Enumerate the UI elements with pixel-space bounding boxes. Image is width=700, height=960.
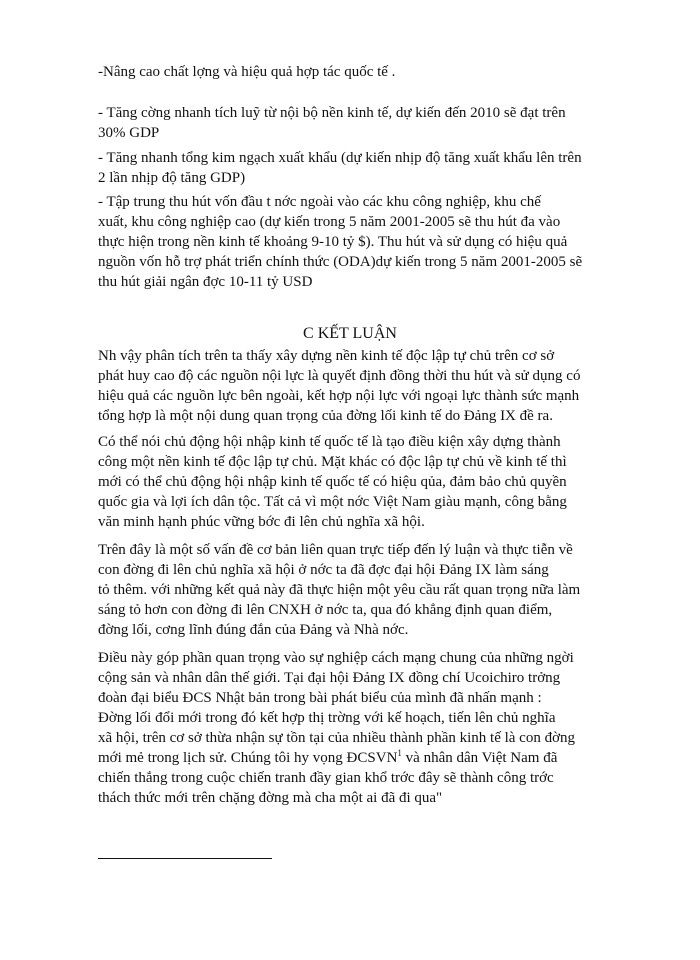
text-line: thực hiện trong nền kinh tế khoảng 9-10 tỷ $). Thu hút và sử dụng có hiệu quả [98, 234, 568, 250]
bullet-investment [98, 192, 618, 292]
text-line: xuất, khu công nghiệp cao (dự kiến trong 5 năm 2001-2005 sẽ thu hút đa vào [98, 214, 561, 230]
text-line: văn minh hạnh phúc vững bớc đi lên chủ nghĩa xã hội. [98, 514, 425, 530]
text-line: đờng lối, cơng lĩnh đúng đắn của Đảng và Nhà nớc. [98, 622, 409, 638]
text-line: thu hút giải ngân đợc 10-11 tỷ USD [98, 274, 313, 290]
conclusion-paragraph-4 [98, 648, 618, 808]
text-line: -Nâng cao chất lợng và hiệu quả hợp tác quốc tế . [98, 64, 396, 80]
text-line: quốc gia và lợi ích dân tộc. Tất cả vì một nớc Việt Nam giàu mạnh, công bằng [98, 494, 567, 510]
text-line: đoàn đại biểu ĐCS Nhật bản trong bài phát biểu của mình đã nhấn mạnh : [98, 690, 542, 706]
text-line: xã hội, trên cơ sở thừa nhận sự tồn tại của nhiều thành phần kinh tế là con đờng [98, 730, 576, 746]
text-line: nguồn vốn hỗ trợ phát triển chính thức (ODA)dự kiến trong 5 năm 2001-2005 sẽ [98, 254, 583, 270]
text-line: con đờng đi lên chủ nghĩa xã hội ở nớc ta đã đợc đại hội Đảng IX làm sáng [98, 562, 549, 578]
text-line: Đờng lối đổi mới trong đó kết hợp thị trờng với kế hoạch, tiến lên chủ nghĩa [98, 710, 556, 726]
conclusion-paragraph-1 [98, 346, 618, 426]
conclusion-paragraph-2 [98, 432, 618, 532]
text-line: Có thể nói chủ động hội nhập kinh tế quốc tế là tạo điều kiện xây dựng thành [98, 434, 561, 450]
section-heading: C KẾT LUẬN [303, 325, 397, 342]
text-line: sáng tỏ hơn con đờng đi lên CNXH ở nớc ta, qua đó khẳng định quan điểm, [98, 602, 553, 618]
text-line: thách thức mới trên chặng đờng mà cha một ai đã đi qua" [98, 790, 443, 806]
bullet-exports [98, 148, 618, 188]
bullet-accumulation [98, 103, 618, 143]
conclusion-paragraph-3 [98, 540, 618, 640]
text-line: - Tăng cờng nhanh tích luỹ từ nội bộ nền kinh tế, dự kiến đến 2010 sẽ đạt trên [98, 105, 566, 121]
text-line: Trên đây là một số vấn đề cơ bản liên quan trực tiếp đến lý luận và thực tiễn về [98, 542, 573, 558]
text-line: chiến thắng trong cuộc chiến tranh đầy gian khổ trớc đây sẽ thành công trớc [98, 770, 554, 786]
text-line: hiệu quả các nguồn lực bên ngoài, kết hợp nội lực với ngoại lực thành sức mạnh [98, 388, 580, 404]
text-line: Điều này góp phần quan trọng vào sự nghiệp cách mạng chung của những ngời [98, 650, 574, 666]
footnote-separator [98, 858, 272, 859]
text-line: Nh vậy phân tích trên ta thấy xây dựng nền kinh tế độc lập tự chủ trên cơ sở [98, 348, 555, 364]
footnote-marker[interactable]: 1 [397, 748, 402, 758]
text-line: phát huy cao độ các nguồn nội lực là quyết định đồng thời thu hút và sử dụng có [98, 368, 581, 384]
text-line: mới có thể chủ động hội nhập kinh tế quốc tế có hiệu qủa, đảm bảo chủ quyền [98, 474, 567, 490]
text-segment: và nhân dân Việt Nam đã [401, 750, 558, 766]
text-line: cộng sản và nhân dân thế giới. Tại đại hội Đảng IX đồng chí Ucoichiro trởng [98, 670, 561, 686]
text-segment: mới mẻ trong lịch sử. Chúng tôi hy vọng ĐCSVN [98, 750, 398, 766]
text-line-with-footnote [98, 748, 618, 768]
text-line: tổng hợp là một nội dung quan trọng của đờng lối kinh tế do Đảng IX đề ra. [98, 408, 553, 424]
text-line: công một nền kinh tế độc lập tự chủ. Mặt khác có độc lập tự chủ về kinh tế thì [98, 454, 567, 470]
text-line: 30% GDP [98, 125, 160, 141]
bullet-cooperation [98, 62, 618, 82]
text-line: - Tăng nhanh tổng kim ngạch xuất khẩu (dự kiến nhịp độ tăng xuất khẩu lên trên [98, 150, 582, 166]
text-line: 2 lần nhịp độ tăng GDP) [98, 170, 246, 186]
text-line: tỏ thêm. với những kết quả này đã thực hiện một yêu cầu rất quan trọng nữa làm [98, 582, 581, 598]
text-line: - Tập trung thu hút vốn đầu t nớc ngoài vào các khu công nghiệp, khu chế [98, 194, 541, 210]
